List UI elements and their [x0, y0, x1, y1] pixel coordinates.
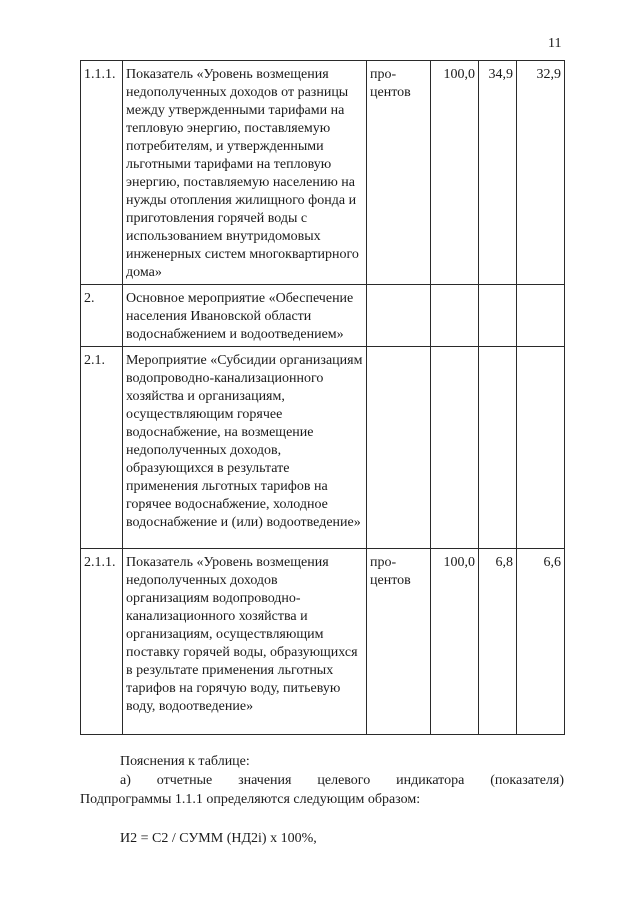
value-cell-1: [431, 285, 479, 347]
value-cell-2: [479, 285, 517, 347]
unit-part-1: про-: [370, 67, 397, 82]
formula: И2 = С2 / СУММ (НД2i) х 100%,: [120, 831, 317, 846]
value-cell-1: [431, 347, 479, 549]
notes-word: (показателя): [490, 773, 564, 788]
value-1: 100,0: [443, 555, 475, 570]
notes-title: Пояснения к таблице:: [120, 754, 250, 769]
row-number-cell: [81, 347, 123, 549]
page-number: 11: [548, 36, 562, 51]
row-number-cell: [81, 549, 123, 735]
unit-cell: [367, 549, 431, 735]
row-number: 1.1.1.: [84, 67, 116, 82]
table-notes: [80, 752, 564, 848]
notes-word: значения: [238, 773, 292, 788]
unit-cell: [367, 285, 431, 347]
value-cell-3: [517, 549, 565, 735]
value-cell-3: [517, 285, 565, 347]
row-number: 2.: [84, 291, 95, 306]
row-number: 2.1.: [84, 353, 105, 368]
value-cell-1: [431, 61, 479, 285]
row-name-cell: [123, 549, 367, 735]
notes-word: целевого: [317, 773, 371, 788]
value-cell-1: [431, 549, 479, 735]
row-name-cell: [123, 61, 367, 285]
value-cell-2: [479, 61, 517, 285]
notes-word: отчетные: [156, 773, 213, 788]
value-3: 32,9: [536, 67, 561, 82]
value-3: 6,6: [543, 555, 561, 570]
unit-cell: [367, 347, 431, 549]
value-cell-2: [479, 347, 517, 549]
row-name-cell: [123, 285, 367, 347]
notes-word: индикатора: [396, 773, 465, 788]
row-number: 2.1.1.: [84, 555, 116, 570]
row-name-cell: [123, 347, 367, 549]
value-cell-3: [517, 61, 565, 285]
row-name: Показатель «Уровень возмещения недополученных доходов организациям водопроводно-канализационного хозяйства и организациям, осуществляющим поставку горячей воды, образующихся в результате применения льготных тарифов на горячую воду, питьевую воду, водоотведение»: [126, 555, 358, 714]
table-row-2-1: [81, 347, 565, 549]
value-2: 34,9: [488, 67, 513, 82]
table-row-2-1-1: [81, 549, 565, 735]
row-name: Основное мероприятие «Обеспечение населения Ивановской области водоснабжением и водоотведением»: [126, 291, 354, 342]
row-number-cell: [81, 285, 123, 347]
value-cell-2: [479, 549, 517, 735]
unit-cell: [367, 61, 431, 285]
indicators-table: [80, 60, 565, 735]
table-row-1-1-1: [81, 61, 565, 285]
notes-item-a: [80, 771, 564, 790]
value-cell-3: [517, 347, 565, 549]
unit-part-2: центов: [370, 573, 411, 588]
notes-word: а): [120, 773, 131, 788]
unit-part-1: про-: [370, 555, 397, 570]
row-name: Мероприятие «Субсидии организациям водопроводно-канализационного хозяйства и организациям, осуществляющим горячее водоснабжение, на возмещение недополученных доходов, образующихся в результате применения льготных тарифов на горячее водоснабжение, холодное водоснабжение и (или) водоотведение»: [126, 353, 363, 530]
unit-part-2: центов: [370, 85, 411, 100]
table-row-2: [81, 285, 565, 347]
notes-item-continuation: Подпрограммы 1.1.1 определяются следующим образом:: [80, 792, 421, 807]
row-number-cell: [81, 61, 123, 285]
value-1: 100,0: [443, 67, 475, 82]
row-name: Показатель «Уровень возмещения недополученных доходов от разницы между утвержденными тарифами на тепловую энергию, поставляемую потребителям, и утвержденными льготными тарифами на тепловую энергию, поставляемую населению на нужды отопления жилищного фонда и приготовления горячей воды с использованием внутридомовых инженерных систем многоквартирного дома»: [126, 67, 359, 280]
value-2: 6,8: [495, 555, 513, 570]
